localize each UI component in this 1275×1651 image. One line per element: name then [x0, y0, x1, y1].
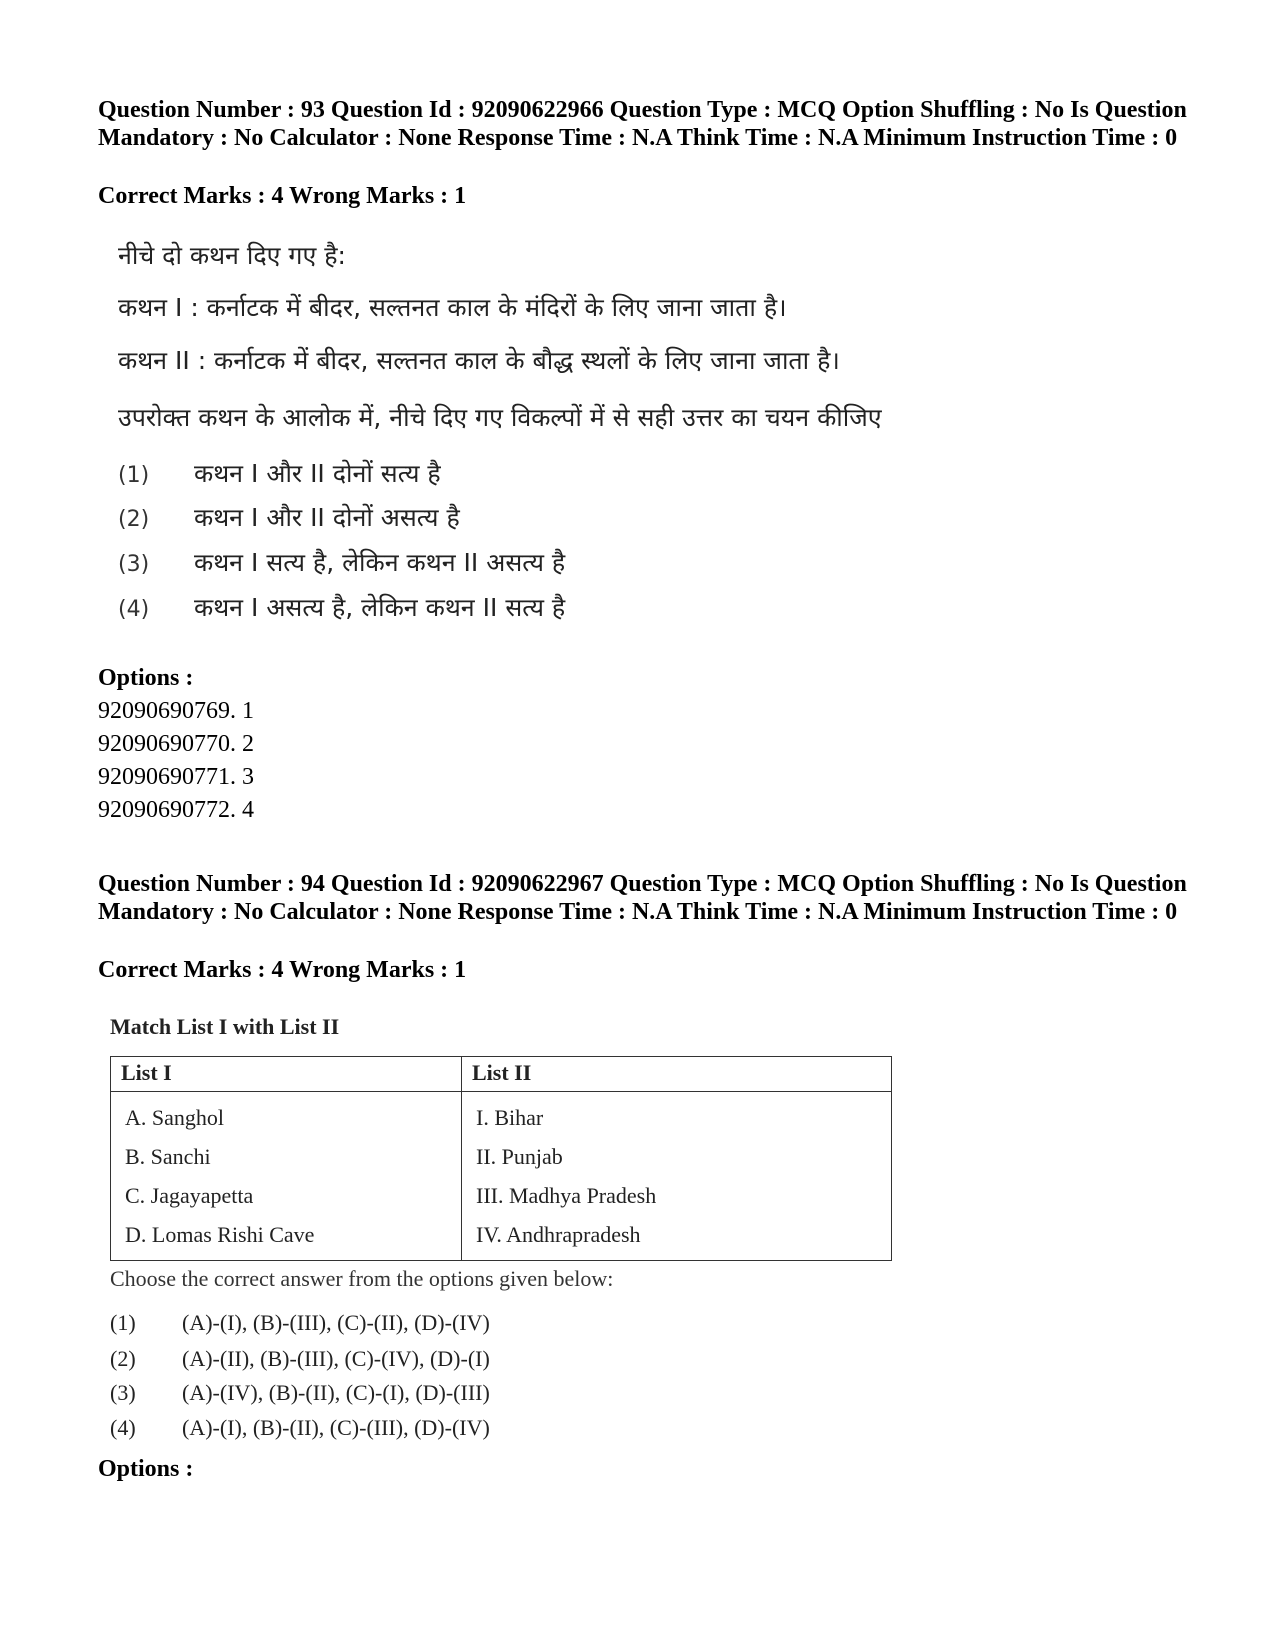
list2-item: I. Bihar [476, 1105, 544, 1130]
q93-choice-number: (2) [118, 507, 150, 532]
q94-choice-number: (3) [110, 1380, 136, 1405]
q94-options-title: Options : [98, 1456, 194, 1482]
q93-statement-2: कथन II : कर्नाटक में बीदर, सल्तनत काल के बौद्ध स्थलों के लिए जाना जाता है। [118, 346, 840, 375]
q93-choice [118, 500, 460, 534]
q93-choice [118, 545, 565, 579]
q94-choice-number: (1) [110, 1310, 136, 1335]
q94-choice-number: (4) [110, 1415, 136, 1440]
q94-choice-text: (A)-(I), (B)-(III), (C)-(II), (D)-(IV) [182, 1310, 490, 1335]
q93-option: 92090690772. 4 [98, 797, 254, 823]
list1-header: List I [111, 1057, 462, 1092]
q93-choice-number: (3) [118, 552, 150, 577]
q94-choose-instruction: Choose the correct answer from the options given below: [110, 1266, 614, 1291]
q93-choice-text: कथन I और II दोनों असत्य है [194, 503, 460, 532]
q94-choice-text: (A)-(II), (B)-(III), (C)-(IV), (D)-(I) [182, 1346, 490, 1371]
q94-choice [110, 1346, 490, 1372]
q93-choice-text: कथन I और II दोनों सत्य है [194, 459, 441, 488]
q94-choice [110, 1380, 490, 1406]
q93-meta: Question Number : 93 Question Id : 92090622966 Question Type : MCQ Option Shuffling : No Is Question Mandatory : No Calculator : None Response Time : N.A Think Time : N.A Minimum Instruction Time : 0 [98, 97, 1187, 151]
q93-option: 92090690769. 1 [98, 698, 254, 724]
q93-choice-number: (4) [118, 597, 150, 622]
q93-statement-1: कथन I : कर्नाटक में बीदर, सल्तनत काल के मंदिरों के लिए जाना जाता है। [118, 293, 787, 322]
list2-item: II. Punjab [476, 1144, 563, 1169]
q94-title: Match List I with List II [110, 1014, 340, 1039]
q93-options-title: Options : [98, 665, 194, 691]
q94-marks: Correct Marks : 4 Wrong Marks : 1 [98, 957, 467, 983]
q94-choice-number: (2) [110, 1346, 136, 1371]
q94-choice [110, 1310, 490, 1336]
list2-column [462, 1092, 892, 1261]
q93-option: 92090690770. 2 [98, 731, 254, 757]
q94-match-table [110, 1056, 892, 1261]
list1-column [111, 1092, 462, 1261]
q94-choice-text: (A)-(IV), (B)-(II), (C)-(I), (D)-(III) [182, 1380, 490, 1405]
q93-choice [118, 590, 565, 624]
q93-intro: नीचे दो कथन दिए गए है: [118, 241, 346, 270]
q93-choice [118, 456, 441, 490]
q94-choice [110, 1415, 490, 1441]
q93-marks: Correct Marks : 4 Wrong Marks : 1 [98, 183, 467, 209]
q93-choice-number: (1) [118, 463, 150, 488]
q93-option: 92090690771. 3 [98, 764, 254, 790]
list1-item: B. Sanchi [125, 1144, 211, 1169]
list1-item: A. Sanghol [125, 1105, 224, 1130]
list2-item: IV. Andhrapradesh [476, 1222, 641, 1247]
q94-meta: Question Number : 94 Question Id : 92090622967 Question Type : MCQ Option Shuffling : No Is Question Mandatory : No Calculator : None Response Time : N.A Think Time : N.A Minimum Instruction Time : 0 [98, 871, 1187, 925]
q93-choice-text: कथन I सत्य है, लेकिन कथन II असत्य है [194, 548, 566, 577]
list2-item: III. Madhya Pradesh [476, 1183, 657, 1208]
list1-item: D. Lomas Rishi Cave [125, 1222, 315, 1247]
q93-instruction: उपरोक्त कथन के आलोक में, नीचे दिए गए विकल्पों में से सही उत्तर का चयन कीजिए [118, 403, 882, 432]
list2-header: List II [462, 1057, 892, 1092]
q94-choice-text: (A)-(I), (B)-(II), (C)-(III), (D)-(IV) [182, 1415, 490, 1440]
q93-choice-text: कथन I असत्य है, लेकिन कथन II सत्य है [194, 593, 566, 622]
list1-item: C. Jagayapetta [125, 1183, 254, 1208]
